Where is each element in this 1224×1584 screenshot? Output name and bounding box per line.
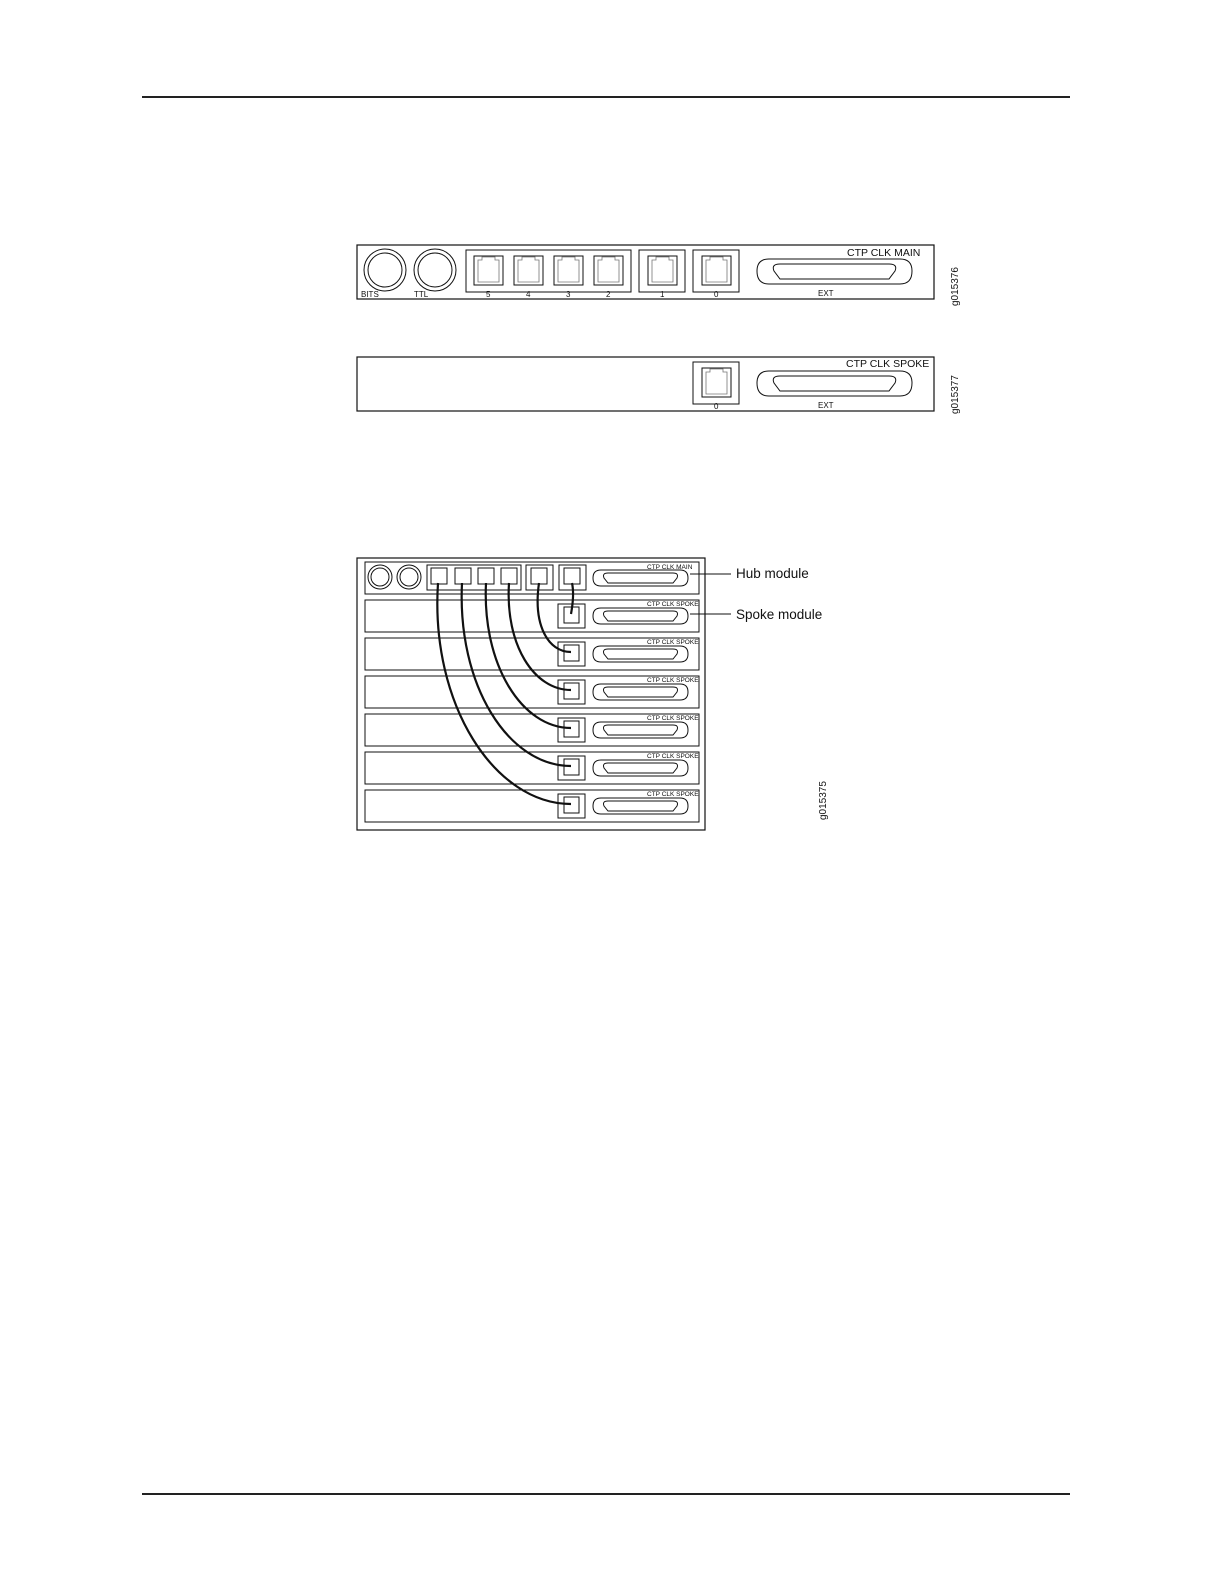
ext-label: EXT — [818, 289, 834, 298]
spoke-module-title: CTP CLK SPOKE — [647, 639, 699, 646]
spoke-module-title: CTP CLK SPOKE — [647, 677, 699, 684]
callout-spoke-module: Spoke module — [736, 607, 823, 622]
hub-spoke-chassis — [357, 558, 705, 830]
panel-title: CTP CLK MAIN — [847, 247, 921, 259]
spoke-module-title: CTP CLK SPOKE — [647, 601, 699, 608]
clk-main-panel — [357, 245, 934, 299]
ext-label: EXT — [818, 401, 834, 410]
bnc-label-ttl: TTL — [414, 290, 429, 299]
callout-hub-module: Hub module — [736, 566, 809, 581]
panel-title: CTP CLK SPOKE — [846, 358, 930, 370]
hub-module-title: CTP CLK MAIN — [647, 564, 693, 571]
clk-spoke-panel — [357, 357, 934, 411]
figure-id: g015376 — [950, 267, 961, 306]
figure-id: g015377 — [950, 375, 961, 414]
port-label-2: 2 — [606, 290, 611, 299]
spoke-module-title: CTP CLK SPOKE — [647, 791, 699, 798]
port-label-5: 5 — [486, 290, 491, 299]
spoke-module-title: CTP CLK SPOKE — [647, 753, 699, 760]
port-label-0: 0 — [714, 402, 719, 411]
bnc-label-bits: BITS — [361, 290, 379, 299]
port-label-3: 3 — [566, 290, 571, 299]
port-label-4: 4 — [526, 290, 531, 299]
spoke-module-title: CTP CLK SPOKE — [647, 715, 699, 722]
port-label-1: 1 — [660, 290, 665, 299]
figure-id: g015375 — [818, 781, 829, 820]
port-label-0: 0 — [714, 290, 719, 299]
